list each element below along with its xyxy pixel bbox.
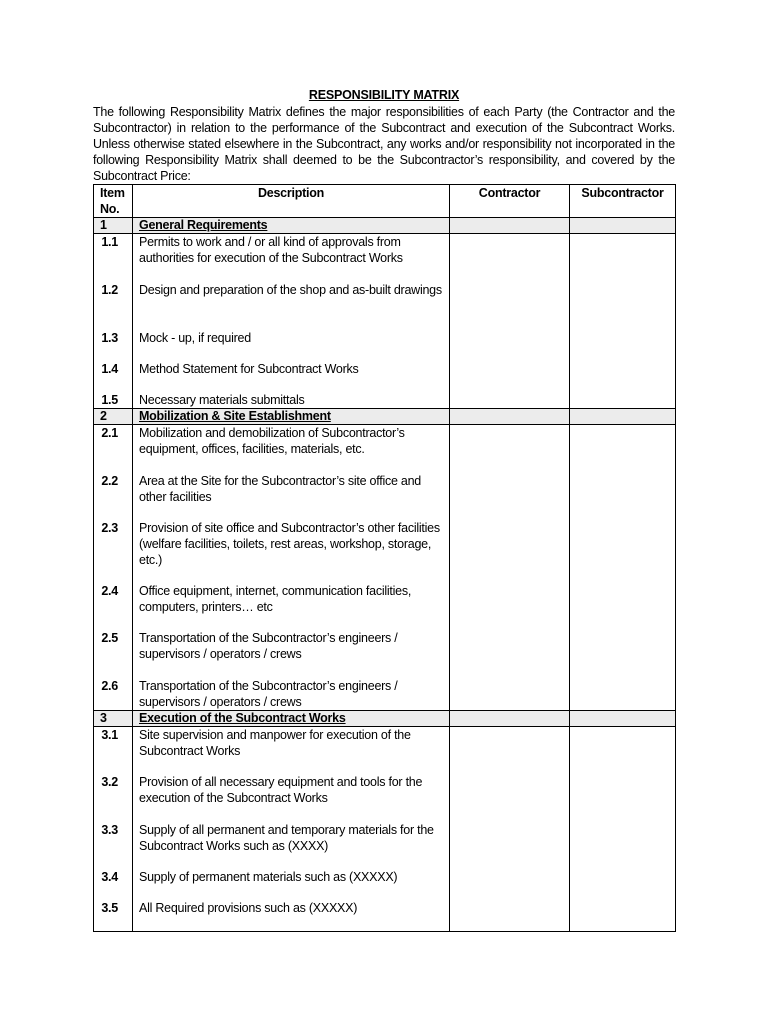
- subcontractor-cell: [570, 234, 676, 409]
- contractor-cell: [450, 234, 570, 409]
- section-row-execution: [94, 711, 676, 727]
- item-descriptions: [133, 727, 450, 932]
- subcontractor-header: Subcontractor: [570, 185, 676, 218]
- subcontractor-cell: [570, 409, 676, 425]
- item-number: 3.3: [101, 823, 118, 837]
- section-number: 1: [94, 218, 133, 234]
- item-descriptions: [133, 234, 450, 409]
- section-items-mobilization: [94, 425, 676, 711]
- section-number: 3: [94, 711, 133, 727]
- contractor-cell: [450, 218, 570, 234]
- item-description: All Required provisions such as (XXXXX): [139, 901, 358, 915]
- item-header-line1: Item: [100, 186, 125, 200]
- item-description: Method Statement for Subcontract Works: [139, 362, 359, 376]
- item-description: Transportation of the Subcontractor’s engineers / supervisors / operators / crews: [139, 631, 398, 661]
- item-description: Provision of site office and Subcontractor’s other facilities (welfare facilities, toilets, rest areas, workshop, storage, etc.): [139, 521, 440, 567]
- item-number: 1.5: [101, 393, 118, 407]
- table-header-row: [94, 185, 676, 218]
- item-description: Transportation of the Subcontractor’s engineers / supervisors / operators / crews: [139, 679, 398, 709]
- section-title: General Requirements: [133, 218, 450, 234]
- responsibility-matrix-table: [93, 184, 676, 932]
- item-number: 2.5: [101, 631, 118, 645]
- item-numbers: [94, 425, 133, 711]
- item-numbers: [94, 727, 133, 932]
- contractor-cell: [450, 727, 570, 932]
- contractor-cell: [450, 425, 570, 711]
- section-row-general: [94, 218, 676, 234]
- item-number: 2.3: [101, 521, 118, 535]
- section-row-mobilization: [94, 409, 676, 425]
- item-description: Supply of all permanent and temporary materials for the Subcontract Works such as (XXXX): [139, 823, 434, 853]
- item-description: Permits to work and / or all kind of approvals from authorities for execution of the Subcontract Works: [139, 235, 403, 265]
- item-number: 1.3: [101, 331, 118, 345]
- item-number: 2.1: [101, 426, 118, 440]
- section-items-execution: [94, 727, 676, 932]
- item-number: 1.2: [101, 283, 118, 297]
- item-number: 3.2: [101, 775, 118, 789]
- item-number: 3.5: [101, 901, 118, 915]
- item-number: 3.1: [101, 728, 118, 742]
- item-description: Design and preparation of the shop and as-built drawings: [139, 283, 442, 297]
- item-numbers: [94, 234, 133, 409]
- document-title: RESPONSIBILITY MATRIX: [308, 88, 460, 102]
- description-header: Description: [133, 185, 450, 218]
- item-description: Supply of permanent materials such as (XXXXX): [139, 870, 398, 884]
- item-number: 2.6: [101, 679, 118, 693]
- item-no-header: [94, 185, 133, 218]
- item-number: 2.4: [101, 584, 118, 598]
- intro-paragraph: The following Responsibility Matrix defines the major responsibilities of each Party (the Contractor and the Subcontractor) in relation to the performance of the Subcontract and execution of the Subcontract Works. Unless otherwise stated elsewhere in the Subcontract, any works and/or responsibility not incorporated in the following Responsibility Matrix shall deemed to be the Subcontractor’s responsibility, and covered by the Subcontract Price:: [93, 105, 675, 183]
- item-descriptions: [133, 425, 450, 711]
- contractor-header: Contractor: [450, 185, 570, 218]
- section-title: Execution of the Subcontract Works: [133, 711, 450, 727]
- item-description: Necessary materials submittals: [139, 393, 305, 407]
- contractor-cell: [450, 711, 570, 727]
- subcontractor-cell: [570, 711, 676, 727]
- item-description: Mock - up, if required: [139, 331, 251, 345]
- item-description: Provision of all necessary equipment and tools for the execution of the Subcontract Works: [139, 775, 423, 805]
- section-title: Mobilization & Site Establishment: [133, 409, 450, 425]
- item-description: Office equipment, internet, communication facilities, computers, printers… etc: [139, 584, 412, 614]
- item-description: Area at the Site for the Subcontractor’s site office and other facilities: [139, 474, 422, 504]
- subcontractor-cell: [570, 218, 676, 234]
- section-number: 2: [94, 409, 133, 425]
- item-description: Mobilization and demobilization of Subcontractor’s equipment, offices, facilities, materials, etc.: [139, 426, 405, 456]
- item-number: 2.2: [101, 474, 118, 488]
- item-header-line2: No.: [100, 202, 120, 216]
- section-items-general: [94, 234, 676, 409]
- item-number: 1.1: [101, 235, 118, 249]
- item-number: 1.4: [101, 362, 118, 376]
- subcontractor-cell: [570, 425, 676, 711]
- item-number: 3.4: [101, 870, 118, 884]
- subcontractor-cell: [570, 727, 676, 932]
- item-description: Site supervision and manpower for execution of the Subcontract Works: [139, 728, 411, 758]
- contractor-cell: [450, 409, 570, 425]
